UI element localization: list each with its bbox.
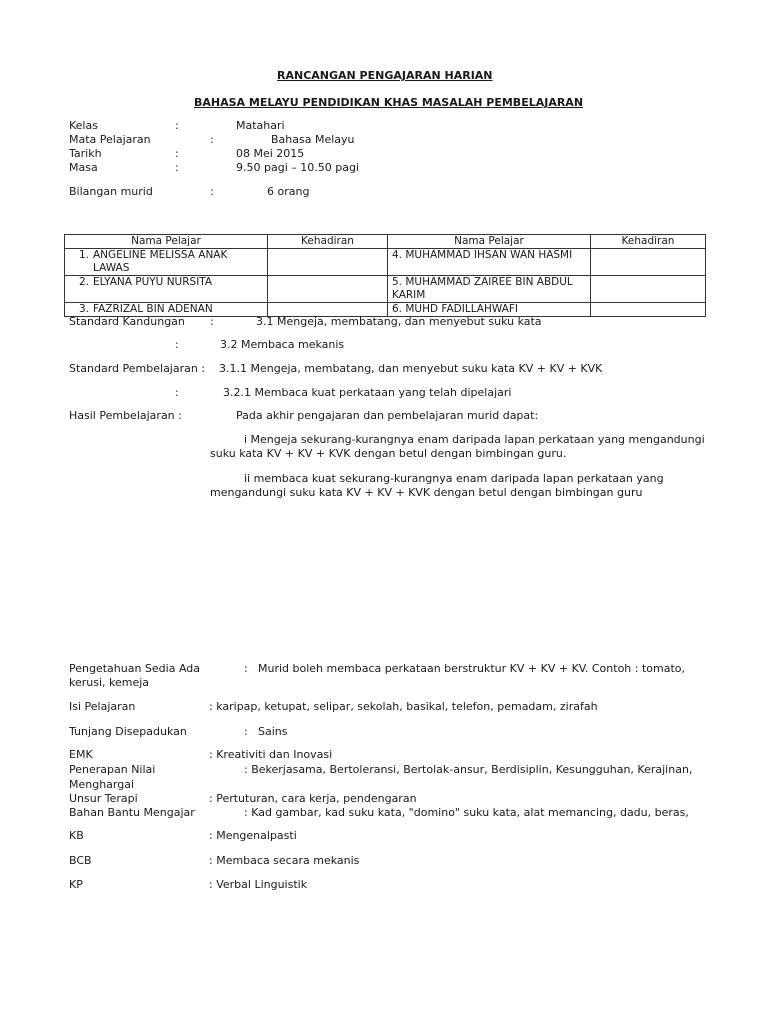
table-header: Kehadiran	[591, 235, 706, 249]
bcb-label: BCB	[69, 854, 92, 867]
student-name-cell	[388, 276, 591, 303]
tunjang-value: Sains	[258, 725, 288, 738]
colon: :	[244, 725, 248, 738]
info-label-mata-pelajaran: Mata Pelajaran	[69, 133, 151, 146]
info-colon: :	[210, 185, 214, 198]
table-row	[65, 249, 706, 276]
emk-value: : Kreativiti dan Inovasi	[209, 748, 333, 761]
pengetahuan-label: Pengetahuan Sedia Ada	[69, 662, 201, 675]
student-number: 1.	[78, 249, 89, 261]
hasil-pembelajaran-intro: Pada akhir pengajaran dan pembelajaran murid dapat:	[236, 409, 539, 422]
student-name: FAZRIZAL BIN ADENAN	[93, 303, 213, 315]
info-value-bilangan-murid: 6 orang	[267, 185, 310, 198]
bbm-label: Bahan Bantu Mengajar	[69, 806, 195, 819]
pengetahuan-value: Murid boleh membaca perkataan berstruktur KV + KV + KV. Contoh : tomato,	[258, 662, 686, 675]
student-name: ELYANA PUYU NURSITA	[93, 276, 213, 288]
table-row	[65, 276, 706, 303]
standard-kandungan-label: Standard Kandungan	[69, 315, 185, 328]
attendance-cell	[268, 249, 388, 276]
student-name-cell	[388, 249, 591, 276]
info-colon: :	[175, 161, 179, 174]
emk-label: EMK	[69, 748, 93, 761]
standard-pembelajaran-label: Standard Pembelajaran :	[69, 362, 206, 375]
student-name: 6. MUHD FADILLAHWAFI	[392, 303, 519, 315]
table-header: Nama Pelajar	[388, 235, 591, 249]
info-value-tarikh: 08 Mei 2015	[236, 147, 305, 160]
colon: :	[175, 338, 179, 351]
info-value-kelas: Matahari	[236, 119, 285, 132]
terapi-value: : Pertuturan, cara kerja, pendengaran	[209, 792, 417, 805]
hasil-pembelajaran-label: Hasil Pembelajaran :	[69, 409, 182, 422]
kb-label: KB	[69, 829, 84, 842]
student-name: 4. MUHAMMAD IHSAN WAN HASMI	[392, 249, 573, 261]
attendance-cell	[268, 276, 388, 303]
bcb-value: : Membaca secara mekanis	[209, 854, 360, 867]
student-name-continued: LAWAS	[93, 262, 130, 274]
table-header-row	[65, 235, 706, 249]
isi-pelajaran-label: Isi Pelajaran	[69, 700, 136, 713]
standard-kandungan-item-2: 3.2 Membaca mekanis	[220, 338, 345, 351]
attendance-table	[64, 234, 706, 317]
info-label-masa: Masa	[69, 161, 98, 174]
student-name-cell	[65, 249, 268, 276]
info-value-mata-pelajaran: Bahasa Melayu	[271, 133, 355, 146]
info-label-kelas: Kelas	[69, 119, 98, 132]
student-name-continued: KARIM	[392, 289, 426, 301]
info-colon: :	[175, 119, 179, 132]
info-colon: :	[175, 147, 179, 160]
info-label-tarikh: Tarikh	[69, 147, 102, 160]
colon: :	[175, 386, 179, 399]
terapi-label: Unsur Terapi	[69, 792, 138, 805]
page-subtitle: BAHASA MELAYU PENDIDIKAN KHAS MASALAH PEMBELAJARAN	[194, 96, 584, 109]
standard-kandungan-item-1: 3.1 Mengeja, membatang, dan menyebut suku kata	[256, 315, 542, 328]
nilai-label: Penerapan Nilai	[69, 763, 156, 776]
info-value-masa: 9.50 pagi – 10.50 pagi	[236, 161, 359, 174]
kp-label: KP	[69, 878, 83, 891]
objective-i-line-1: i Mengeja sekurang-kurangnya enam daripada lapan perkataan yang mengandungi	[244, 433, 705, 446]
attendance-cell	[591, 249, 706, 276]
pengetahuan-value-continued: kerusi, kemeja	[69, 676, 150, 689]
bbm-value: : Kad gambar, kad suku kata, "domino" suku kata, alat memancing, dadu, beras,	[244, 806, 689, 819]
objective-ii-line-2: mengandungi suku kata KV + KV + KVK dengan betul dengan bimbingan guru	[210, 486, 643, 499]
student-number: 2.	[78, 276, 89, 288]
nilai-label-continued: Menghargai	[69, 778, 135, 791]
table-header: Kehadiran	[268, 235, 388, 249]
colon: :	[244, 662, 248, 675]
nilai-value: : Bekerjasama, Bertoleransi, Bertolak-ansur, Berdisiplin, Kesungguhan, Kerajinan,	[244, 763, 693, 776]
student-number: 3.	[78, 303, 89, 315]
objective-ii-line-1: ii membaca kuat sekurang-kurangnya enam daripada lapan perkataan yang	[244, 472, 664, 485]
kb-value: : Mengenalpasti	[209, 829, 297, 842]
objective-i-line-2: suku kata KV + KV + KVK dengan betul dengan bimbingan guru.	[210, 447, 567, 460]
tunjang-label: Tunjang Disepadukan	[69, 725, 187, 738]
standard-pembelajaran-item-1: 3.1.1 Mengeja, membatang, dan menyebut suku kata KV + KV + KVK	[219, 362, 603, 375]
standard-pembelajaran-item-2: 3.2.1 Membaca kuat perkataan yang telah dipelajari	[223, 386, 512, 399]
isi-pelajaran-value: : karipap, ketupat, selipar, sekolah, basikal, telefon, pemadam, zirafah	[209, 700, 598, 713]
colon: :	[210, 315, 214, 328]
page-title: RANCANGAN PENGAJARAN HARIAN	[277, 69, 493, 82]
attendance-cell	[591, 303, 706, 317]
info-label-bilangan-murid: Bilangan murid	[69, 185, 153, 198]
student-name-cell	[65, 276, 268, 303]
student-name: ANGELINE MELISSA ANAK	[93, 249, 228, 261]
table-header: Nama Pelajar	[65, 235, 268, 249]
info-colon: :	[210, 133, 214, 146]
student-name: 5. MUHAMMAD ZAIREE BIN ABDUL	[392, 276, 573, 288]
attendance-cell	[591, 276, 706, 303]
kp-value: : Verbal Linguistik	[209, 878, 308, 891]
